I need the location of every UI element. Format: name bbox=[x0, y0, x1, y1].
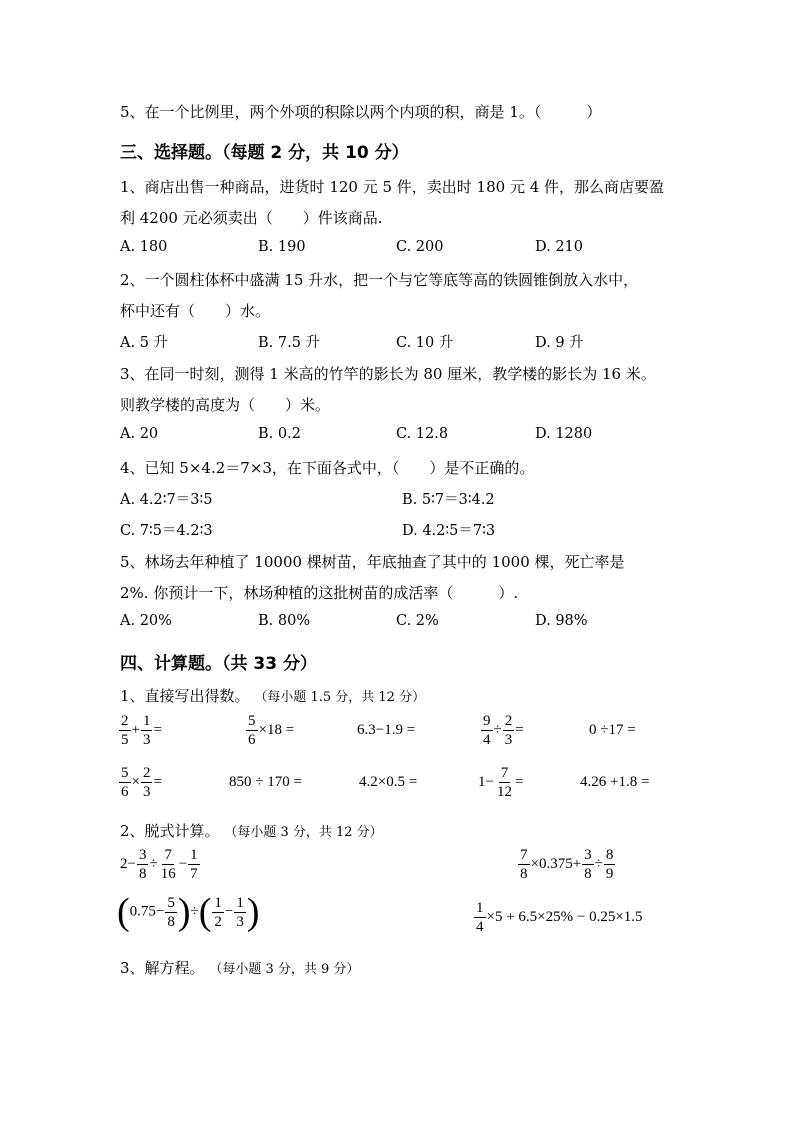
denominator: 3 bbox=[504, 732, 513, 748]
equals: = bbox=[153, 721, 162, 738]
operator: ÷ bbox=[493, 721, 502, 738]
part1-note: （每小题 1.5 分，共 12 分） bbox=[254, 690, 426, 705]
numerator: 2 bbox=[142, 765, 151, 781]
equals: = bbox=[153, 773, 162, 790]
numerator: 1 bbox=[236, 894, 244, 911]
q5-option-a: A. 20% bbox=[120, 613, 172, 629]
fraction bbox=[141, 712, 153, 749]
q4-option-c: C. 7∶5＝4.2∶3 bbox=[120, 523, 213, 539]
q4-option-a: A. 4.2∶7＝3∶5 bbox=[120, 492, 213, 508]
fraction bbox=[159, 846, 178, 883]
calc-2b bbox=[517, 846, 616, 883]
calc-2d bbox=[473, 899, 643, 936]
numerator: 1 bbox=[142, 713, 151, 729]
fraction bbox=[582, 846, 594, 883]
q5-line1: 5、林场去年种植了 10000 棵树苗，年底抽查了其中的 1000 棵，死亡率是 bbox=[120, 553, 625, 571]
denominator: 8 bbox=[584, 866, 592, 882]
denominator: 8 bbox=[138, 866, 147, 882]
numerator: 7 bbox=[164, 847, 172, 863]
numerator: 5 bbox=[167, 894, 175, 911]
numerator: 8 bbox=[605, 847, 614, 863]
fraction bbox=[137, 846, 149, 883]
calc-1d bbox=[480, 712, 524, 749]
equals: = bbox=[515, 721, 524, 738]
part3-note: （每小题 3 分，共 9 分） bbox=[209, 962, 360, 977]
q1-option-a: A. 180 bbox=[120, 239, 168, 255]
calc-1e: 0 ÷17 = bbox=[589, 722, 636, 738]
denominator: 8 bbox=[520, 866, 528, 882]
fraction bbox=[165, 894, 177, 931]
denominator: 3 bbox=[236, 913, 244, 930]
fraction bbox=[119, 764, 131, 801]
numerator: 1 bbox=[190, 847, 198, 863]
numerator: 3 bbox=[138, 847, 147, 863]
numerator: 1 bbox=[214, 894, 222, 911]
denominator: 9 bbox=[605, 866, 614, 882]
q4-option-b: B. 5∶7＝3∶4.2 bbox=[402, 492, 495, 508]
q5-line2: 2%. 你预计一下，林场种植的这批树苗的成活率（ ）. bbox=[120, 584, 519, 602]
fraction bbox=[495, 764, 514, 801]
numerator: 2 bbox=[504, 713, 513, 729]
right-paren: ) bbox=[246, 891, 260, 933]
left-paren: ( bbox=[117, 891, 130, 933]
fraction bbox=[481, 712, 493, 749]
denominator: 3 bbox=[142, 732, 151, 748]
operator: + bbox=[131, 721, 140, 738]
q1-line2: 利 4200 元必须卖出（ ）件该商品. bbox=[120, 209, 383, 227]
q3-option-c: C. 12.8 bbox=[396, 426, 449, 442]
denominator: 4 bbox=[476, 919, 484, 935]
part3-heading bbox=[120, 957, 359, 978]
operator: ÷ bbox=[149, 855, 158, 872]
q5-option-d: D. 98% bbox=[535, 613, 588, 629]
expression-text: 1− bbox=[478, 773, 494, 790]
calc-1g: 850 ÷ 170 = bbox=[229, 774, 302, 790]
calc-2c bbox=[117, 893, 260, 931]
q5-option-b: B. 80% bbox=[258, 613, 311, 629]
q2-line1: 2、一个圆柱体杯中盛满 15 升水，把一个与它等底等高的铁圆锥倒放入水中， bbox=[120, 271, 639, 289]
section-3-title: 三、选择题。（每题 2 分，共 10 分） bbox=[120, 143, 409, 163]
calc-1h: 4.2×0.5 = bbox=[359, 774, 418, 790]
q3-option-b: B. 0.2 bbox=[258, 426, 301, 442]
expression-text: ×5 + 6.5×25% − 0.25×1.5 bbox=[486, 908, 643, 925]
denominator: 16 bbox=[160, 866, 176, 882]
part2-heading bbox=[120, 820, 383, 841]
left-paren: ( bbox=[198, 891, 212, 933]
denominator: 2 bbox=[214, 913, 222, 930]
fraction bbox=[234, 894, 246, 931]
expression-text: 2− bbox=[120, 855, 136, 872]
part1-heading bbox=[120, 685, 425, 706]
numerator: 5 bbox=[248, 713, 256, 729]
denominator: 8 bbox=[167, 913, 175, 930]
fraction bbox=[212, 894, 224, 931]
calc-1f bbox=[118, 764, 162, 801]
denominator: 6 bbox=[121, 784, 129, 800]
calc-1c: 6.3−1.9 = bbox=[357, 722, 416, 738]
part2-note: （每小题 3 分，共 12 分） bbox=[224, 825, 383, 840]
q4-option-d: D. 4.2∶5＝7∶3 bbox=[402, 523, 496, 539]
denominator: 12 bbox=[496, 784, 512, 800]
q5-option-c: C. 2% bbox=[396, 613, 439, 629]
numerator: 9 bbox=[483, 713, 491, 729]
calc-1b bbox=[245, 712, 294, 749]
numerator: 3 bbox=[584, 847, 592, 863]
q2-line2: 杯中还有（ ）水。 bbox=[120, 302, 271, 320]
q3-option-d: D. 1280 bbox=[535, 426, 593, 442]
q1-line1: 1、商店出售一种商品，进货时 120 元 5 件，卖出时 180 元 4 件，那么商店要盈 bbox=[120, 178, 665, 196]
fraction bbox=[119, 712, 131, 749]
right-paren: ) bbox=[177, 891, 191, 933]
calc-1i bbox=[478, 764, 523, 801]
equals: = bbox=[514, 773, 524, 790]
expression-text: ×18 = bbox=[258, 721, 295, 738]
q3-option-a: A. 20 bbox=[120, 426, 159, 442]
fraction bbox=[604, 846, 616, 883]
denominator: 5 bbox=[121, 732, 129, 748]
denominator: 6 bbox=[248, 732, 256, 748]
q1-option-c: C. 200 bbox=[396, 239, 444, 255]
q3-line1: 3、在同一时刻，测得 1 米高的竹竿的影长为 80 厘米，教学楼的影长为 16 米。 bbox=[120, 365, 656, 383]
fraction bbox=[503, 712, 515, 749]
fraction bbox=[141, 764, 153, 801]
q2-option-d: D. 9 升 bbox=[535, 335, 584, 351]
calc-2a bbox=[120, 846, 201, 883]
expression-text: ×0.375+ bbox=[530, 855, 582, 872]
calc-1j: 4.26 +1.8 = bbox=[580, 774, 650, 790]
part3-title: 3、解方程。 bbox=[120, 959, 205, 977]
operator: ÷ bbox=[190, 903, 199, 920]
section-4-title: 四、计算题。（共 33 分） bbox=[120, 654, 317, 674]
q2-option-a: A. 5 升 bbox=[120, 335, 169, 351]
denominator: 4 bbox=[483, 732, 491, 748]
fraction bbox=[188, 846, 200, 883]
q2-option-c: C. 10 升 bbox=[396, 335, 454, 351]
q1-option-b: B. 190 bbox=[258, 239, 306, 255]
fraction bbox=[474, 899, 486, 936]
q3-line2: 则教学楼的高度为（ ）米。 bbox=[120, 396, 331, 414]
operator: − bbox=[224, 903, 234, 920]
part1-title: 1、直接写出得数。 bbox=[120, 687, 250, 705]
numerator: 5 bbox=[121, 765, 129, 781]
q4-line1: 4、已知 5×4.2＝7×3，在下面各式中，（ ）是不正确的。 bbox=[120, 459, 535, 477]
numerator: 2 bbox=[121, 713, 129, 729]
denominator: 7 bbox=[190, 866, 198, 882]
expression-text: 0.75− bbox=[129, 903, 165, 920]
numerator: 7 bbox=[520, 847, 528, 863]
operator: ÷ bbox=[594, 855, 603, 872]
numerator: 7 bbox=[500, 765, 509, 781]
fraction bbox=[518, 846, 530, 883]
operator: − bbox=[178, 855, 188, 872]
operator: × bbox=[131, 773, 140, 790]
q1-option-d: D. 210 bbox=[535, 239, 584, 255]
fraction bbox=[246, 712, 258, 749]
question-s2-5: 5、在一个比例里，两个外项的积除以两个内项的积，商是 1。（ ） bbox=[120, 103, 602, 121]
q2-option-b: B. 7.5 升 bbox=[258, 335, 321, 351]
calc-1a bbox=[118, 712, 162, 749]
part2-title: 2、脱式计算。 bbox=[120, 822, 220, 840]
denominator: 3 bbox=[142, 784, 151, 800]
numerator: 1 bbox=[476, 900, 484, 916]
